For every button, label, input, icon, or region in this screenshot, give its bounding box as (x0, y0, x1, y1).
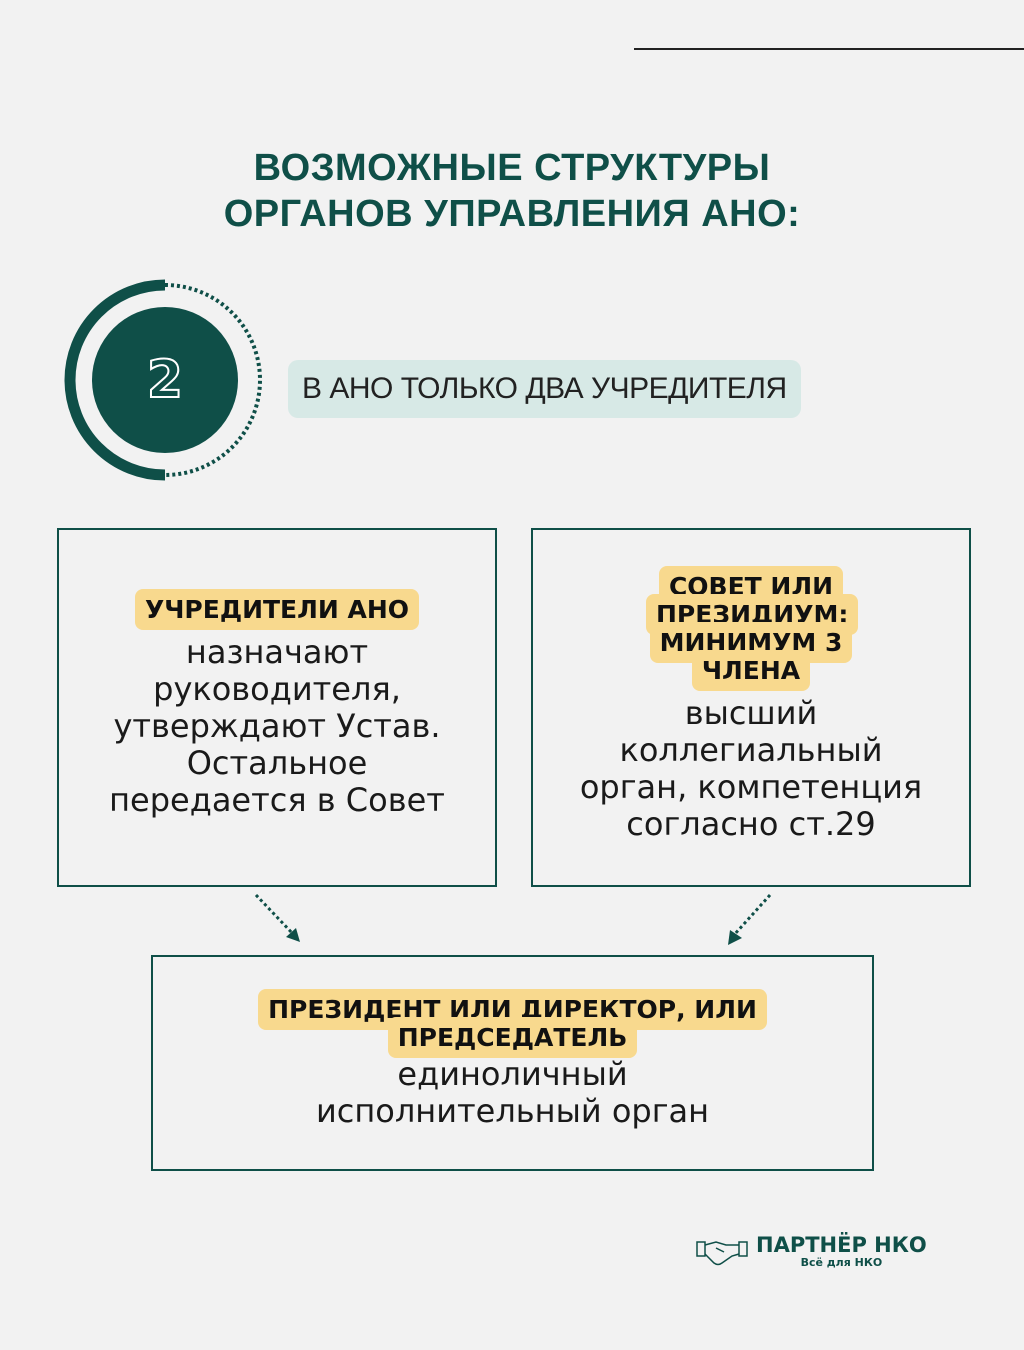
title-line: ОРГАНОВ УПРАВЛЕНИЯ АНО: (223, 193, 801, 235)
box-label: СОВЕТ ИЛИ ПРЕЗИДИУМ: МИНИМУМ 3 ЧЛЕНА (646, 573, 856, 685)
decorative-line (634, 48, 1024, 50)
number-badge (60, 275, 270, 485)
logo (696, 1234, 927, 1269)
council-box (531, 528, 971, 887)
executive-box (151, 955, 874, 1171)
page-title (0, 145, 1024, 237)
founders-pill: В АНО ТОЛЬКО ДВА УЧРЕДИТЕЛЯ (288, 360, 801, 418)
arrow-icon (720, 890, 780, 950)
box-text: высший коллегиальный орган, компетенция согласно ст.29 (579, 693, 923, 843)
arrow-icon (250, 890, 310, 950)
box-text: единоличный исполнительный орган (315, 1055, 710, 1130)
logo-slogan: Всё для НКО (800, 1256, 883, 1269)
handshake-icon (696, 1236, 748, 1268)
box-text: назначают руководителя, утверждают Устав. Остальное передается в Совет (109, 633, 445, 819)
logo-name: ПАРТНЁР НКО (756, 1233, 927, 1257)
badge-number: 2 (146, 350, 184, 410)
box-label: ПРЕЗИДЕНТ ИЛИ ДИРЕКТОР, ИЛИ ПРЕДСЕДАТЕЛЬ (258, 996, 768, 1052)
founders-box (57, 528, 497, 887)
title-line: ВОЗМОЖНЫЕ СТРУКТУРЫ (253, 147, 771, 189)
box-label: УЧРЕДИТЕЛИ АНО (135, 596, 419, 624)
